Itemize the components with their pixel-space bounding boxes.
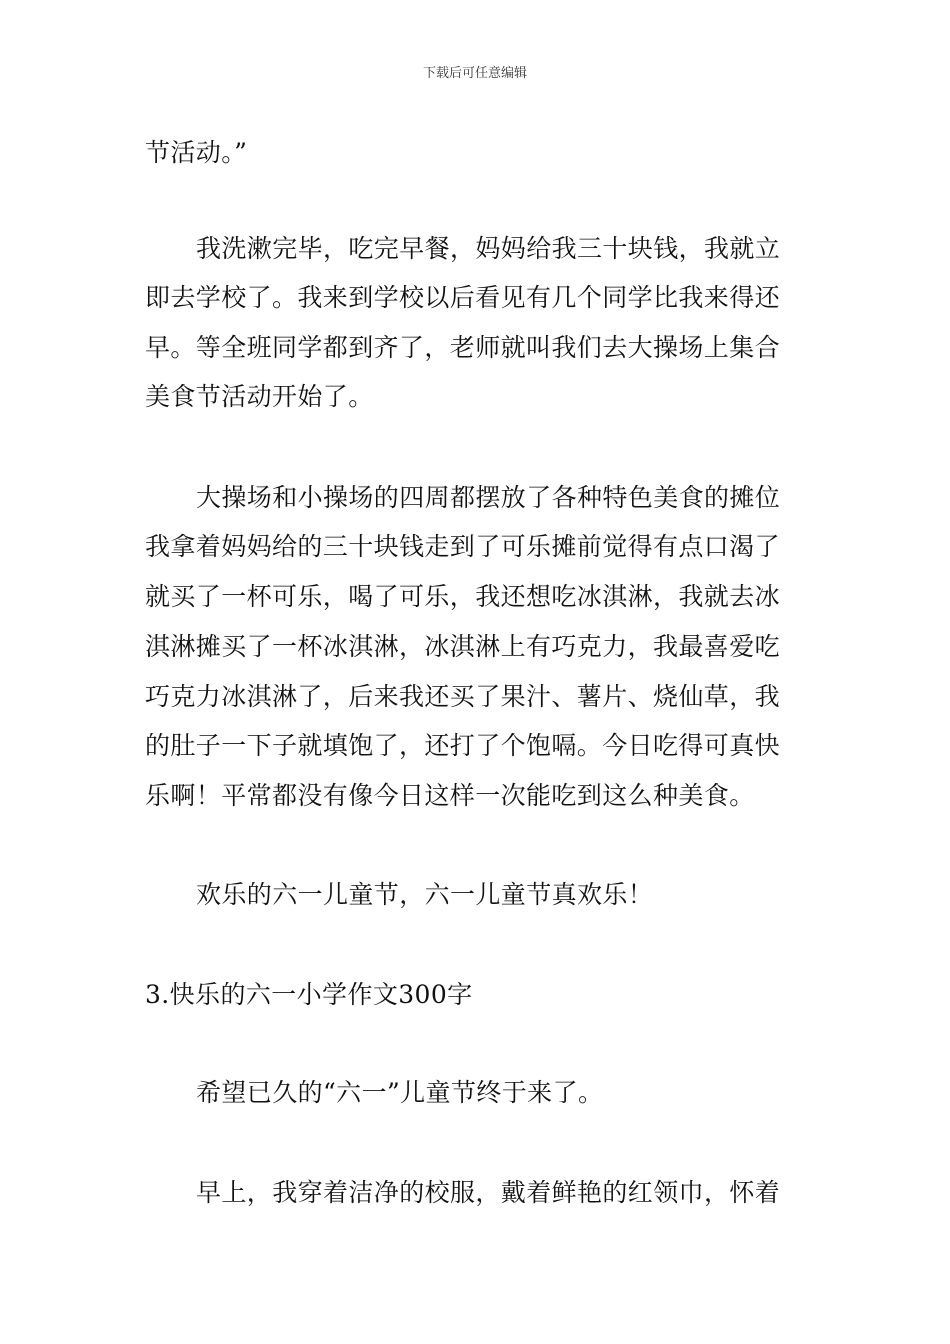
section-heading: 3.快乐的六一小学作文300字: [145, 980, 473, 1009]
paragraph-line: 我洗漱完毕，吃完早餐，妈妈给我三十块钱，我就立: [196, 234, 781, 263]
paragraph-line: 希望已久的“六一”儿童节终于来了。: [196, 1078, 604, 1107]
paragraph-line: 淇淋摊买了一杯冰淇淋，冰淇淋上有巧克力，我最喜爱吃: [145, 632, 781, 661]
paragraph-line: 早。等全班同学都到齐了，老师就叫我们去大操场上集合: [145, 333, 781, 362]
paragraph-line: 大操场和小操场的四周都摆放了各种特色美食的摊位: [196, 483, 781, 512]
paragraph-line: 我拿着妈妈给的三十块钱走到了可乐摊前觉得有点口渴了: [145, 532, 781, 561]
paragraph-line: 美食节活动开始了。: [145, 382, 374, 411]
paragraph-line: 即去学校了。我来到学校以后看见有几个同学比我来得还: [145, 283, 781, 312]
page-header: 下载后可任意编辑: [422, 66, 527, 81]
paragraph-line: 欢乐的六一儿童节，六一儿童节真欢乐！: [196, 880, 654, 909]
paragraph-line: 就买了一杯可乐，喝了可乐，我还想吃冰淇淋，我就去冰: [145, 582, 781, 611]
paragraph-line: 早上，我穿着洁净的校服，戴着鲜艳的红领巾，怀着: [196, 1178, 781, 1207]
paragraph-line: 的肚子一下子就填饱了，还打了个饱嗝。今日吃得可真快: [145, 731, 781, 760]
paragraph-line: 巧克力冰淇淋了，后来我还买了果汁、薯片、烧仙草，我: [145, 682, 781, 711]
paragraph-line: 节活动。”: [145, 138, 248, 167]
paragraph-line: 乐啊！平常都没有像今日这样一次能吃到这么种美食。: [145, 781, 755, 810]
